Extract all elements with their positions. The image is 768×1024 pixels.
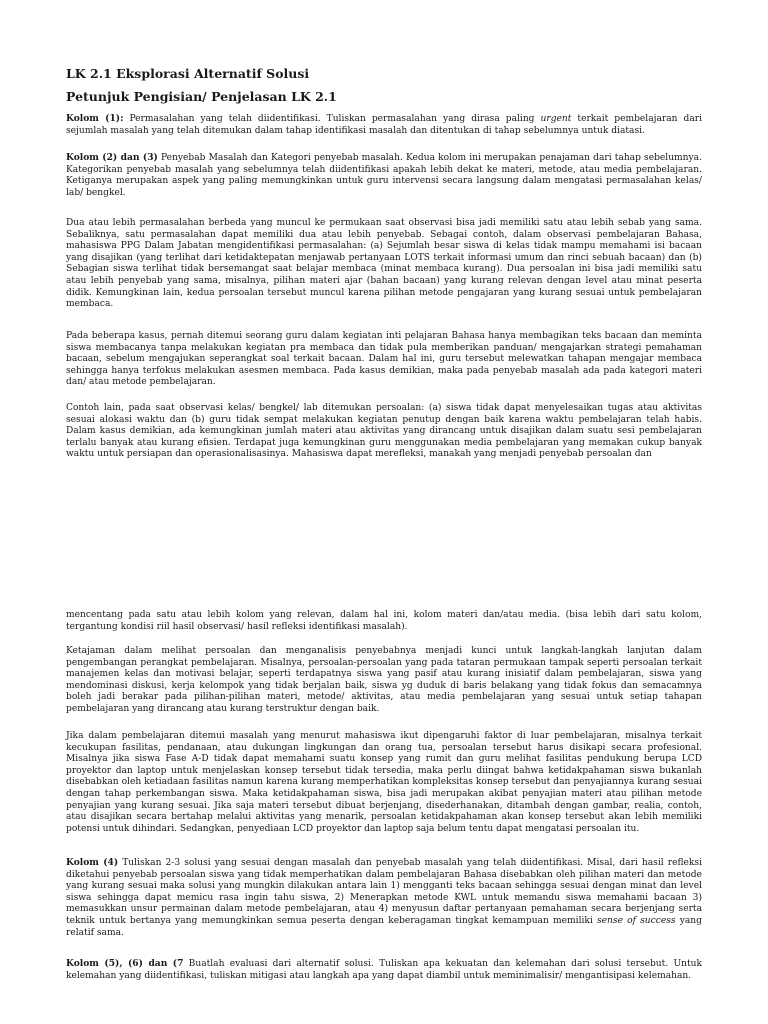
paragraph-6: mencentang pada satu atau lebih kolom yang relevan, dalam hal ini, kolom materi dan/atau media. (bisa lebih dari satu kolom, tergantung kondisi riil hasil observasi/ hasil refleksi identifikasi masalah).: [66, 610, 702, 632]
paragraph-kolom-1: Kolom (1): Permasalahan yang telah diidentifikasi. Tuliskan permasalahan yang dirasa paling urgent terkait pembelajaran dari sejumlah masalah yang telah ditemukan dalam tahap identifikasi masalah dan ditentukan di tahap sebelumnya untuk diatasi.: [66, 113, 702, 136]
document-title: LK 2.1 Eksplorasi Alternatif Solusi: [66, 66, 310, 81]
paragraph-5: Contoh lain, pada saat observasi kelas/ bengkel/ lab ditemukan persoalan: (a) siswa tidak dapat menyelesaikan tugas atau aktivitas sesuai alokasi waktu dan (b) guru tidak sempat melakukan kegiatan penutup dengan baik karena waktu pembelajaran telah habis. Dalam kasus demikian, ada kemungkinan jumlah materi atau aktivitas yang dirancang untuk disajikan dalam suatu sesi pembelajaran terlalu banyak atau kurang efisien. Terdapat juga kemungkinan guru menggunakan media pembelajaran yang memakan cukup banyak waktu untuk persiapan dan operasionalisasinya. Mahasiswa dapat merefleksi, manakah yang menjadi penyebab persoalan dan: [66, 403, 702, 460]
paragraph-kolom-5-6-7: Kolom (5), (6) dan (7 Buatlah evaluasi dari alternatif solusi. Tuliskan apa kekuatan dan kelemahan dari solusi tersebut. Untuk kelemahan yang diidentifikasi, tuliskan mitigasi atau langkah apa yang dapat diambil untuk meminimalisir/ mengantisipasi kelemahan.: [66, 958, 702, 981]
kolom-4-label: Kolom (4): [66, 857, 119, 868]
emphasis-sense-of-success: sense of success: [597, 915, 676, 926]
kolom-2-3-label: Kolom (2) dan (3): [66, 152, 158, 163]
emphasis-urgent: urgent: [540, 114, 572, 124]
paragraph-7: Ketajaman dalam melihat persoalan dan menganalisis penyebabnya menjadi kunci untuk langkah-langkah lanjutan dalam pengembangan perangkat pembelajaran. Misalnya, persoalan-persoalan yang pada tataran permukaan tampak seperti persoalan terkait manajemen kelas dan motivasi belajar, seperti terdapatnya siswa yang pasif atau kurang inisiatif dalam pembelajaran, siswa yang mendominasi diskusi, kerja kelompok yang tidak berjalan baik, siswa yg duduk di baris belakang yang tidak fokus dan semacamnya boleh jadi berakar pada pilihan-pilihan materi, metode/ aktivitas, atau media pembelajaran yang sesuai untuk setiap tahapan pembelajaran yang dirancang atau kurang terstruktur dengan baik.: [66, 646, 702, 714]
document-subtitle: Petunjuk Pengisian/ Penjelasan LK 2.1: [66, 89, 337, 104]
paragraph-kolom-2-3: Kolom (2) dan (3) Penyebab Masalah dan Kategori penyebab masalah. Kedua kolom ini merupakan penajaman dari tahap sebelumnya. Kategorikan penyebab masalah yang sebelumnya telah diidentifikasi apakah lebih dekat ke materi, metode, atau media pembelajaran. Ketiganya merupakan aspek yang paling memungkinkan untuk guru intervensi secara langsung dalam mengatasi permasalahan kelas/ lab/ bengkel.: [66, 152, 702, 198]
paragraph-4: Pada beberapa kasus, pernah ditemui seorang guru dalam kegiatan inti pelajaran Bahasa hanya membagikan teks bacaan dan meminta siswa membacanya tanpa melakukan kegiatan pra membaca dan tidak pula memberikan panduan/ mengajarkan strategi pemahaman bacaan, sebelum mengajukan seperangkat soal terkait bacaan. Dalam hal ini, guru tersebut melewatkan tahapan mengajar membaca sehingga hanya terfokus melakukan asesmen membaca. Pada kasus demikian, maka pada penyebab masalah ada pada kategori materi dan/ atau metode pembelajaran.: [66, 331, 702, 388]
paragraph-8: Jika dalam pembelajaran ditemui masalah yang menurut mahasiswa ikut dipengaruhi faktor di luar pembelajaran, misalnya terkait kecukupan fasilitas, pendanaan, atau dukungan lingkungan dan orang tua, persoalan tersebut harus disikapi secara profesional. Misalnya jika siswa Fase A-D tidak dapat memahami suatu konsep yang rumit dan guru melihat fasilitas pendukung berupa LCD proyektor dan laptop untuk menjelaskan konsep tersebut tidak tersedia, maka perlu diingat bahwa ketidakpahaman siswa bukanlah disebabkan oleh ketiadaan fasilitas namun karena kurang memperhatikan kompleksitas konsep tersebut dan penyajiannya kurang sesuai dengan tahap perkembangan siswa. Maka ketidakpahaman siswa, bisa jadi merupakan akibat penyajian materi atau pilihan metode penyajian yang kurang sesuai. Jika saja materi tersebut dibuat berjenjang, disederhanakan, ditambah dengan gambar, realia, contoh, atau disajikan secara bertahap melalui aktivitas yang menarik, persoalan ketidakpahaman akan konsep tersebut akan lebih memiliki potensi untuk dihindari. Sedangkan, penyediaan LCD proyektor dan laptop saja belum tentu dapat mengatasi persoalan itu.: [66, 731, 702, 834]
paragraph-3: Dua atau lebih permasalahan berbeda yang muncul ke permukaan saat observasi bisa jadi memiliki satu atau lebih sebab yang sama. Sebaliknya, satu permasalahan dapat memiliki dua atau lebih penyebab. Sebagai contoh, dalam observasi pembelajaran Bahasa, mahasiswa PPG Dalam Jabatan mengidentifikasi permasalahan: (a) Sejumlah besar siswa di kelas tidak mampu memahami isi bacaan yang disajikan (yang terlihat dari ketidaktepatan menjawab pertanyaan LOTS terkait informasi umum dan rinci sebuah bacaan) dan (b) Sebagian siswa terlihat tidak bersemangat saat belajar membaca (minat membaca kurang). Dua persoalan ini bisa jadi memiliki satu atau lebih penyebab yang sama, misalnya, pilihan materi ajar (bahan bacaan) yang kurang relevan dengan level atau minat peserta didik. Kemungkinan lain, kedua persoalan tersebut muncul karena pilihan metode pengajaran yang kurang sesuai untuk pembelajaran membaca.: [66, 218, 702, 310]
kolom-1-label: Kolom (1):: [66, 113, 124, 124]
paragraph-kolom-4: Kolom (4) Tuliskan 2-3 solusi yang sesuai dengan masalah dan penyebab masalah yang telah diidentifikasi. Misal, dari hasil refleksi diketahui penyebab persoalan siswa yang tidak memperhatikan dalam pembelajaran Bahasa disebabkan oleh pilihan materi dan metode yang kurang sesuai maka solusi yang mungkin dilakukan antara lain 1) mengganti teks bacaan sehingga sesuai dengan minat dan level siswa sehingga dapat memicu rasa ingin tahu siswa, 2) Menerapkan metode KWL untuk memandu siswa memahami bacaan 3) memasukkan unsur permainan dalam metode pembelajaran, atau 4) menyusun daftar pertanyaan pemahaman secara berjenjang serta teknik untuk bertanya yang memungkinkan semua peserta dengan keberagaman tingkat kemampuan memiliki sense of success yang relatif sama.: [66, 857, 702, 938]
kolom-5-6-7-label: Kolom (5), (6) dan (7: [66, 958, 184, 969]
